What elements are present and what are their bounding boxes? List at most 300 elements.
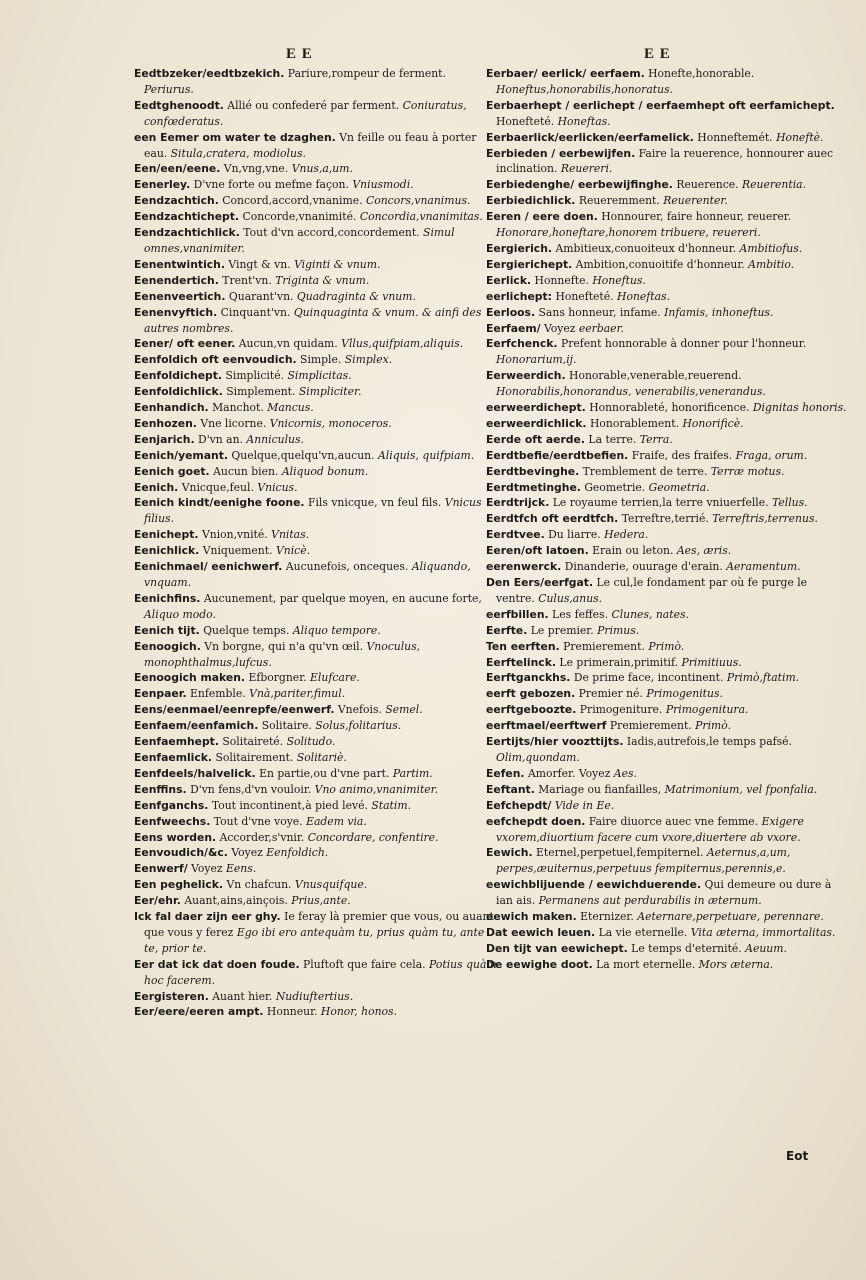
entry-latin: Ambitio. xyxy=(748,257,795,271)
entry-french: Reueremment. xyxy=(578,194,660,208)
dictionary-entry xyxy=(486,495,849,511)
entry-french: Sans honneur, infame. xyxy=(538,305,661,319)
entry-french: Vingt & vn. xyxy=(228,257,291,271)
dictionary-entry xyxy=(486,766,849,782)
entry-french: Honnorableté, honorificence. xyxy=(589,401,750,415)
entry-french: Simple. xyxy=(300,353,342,367)
dictionary-entry xyxy=(486,925,849,941)
dictionary-entry xyxy=(134,400,497,416)
dictionary-entry xyxy=(486,845,849,877)
dictionary-entry xyxy=(134,432,497,448)
entry-french: D'vne forte ou mefme façon. xyxy=(193,178,349,192)
entry-headword: Eedtghenoodt. xyxy=(134,98,224,112)
entry-latin: Culus,anus. xyxy=(538,591,603,605)
entry-latin: Solitudo. xyxy=(286,735,336,749)
entry-headword: Eerdtfch oft eerdtfch. xyxy=(486,512,619,526)
entry-headword: Eendzachtich. xyxy=(134,194,219,208)
entry-latin: Primus. xyxy=(597,623,640,637)
dictionary-entry xyxy=(486,480,849,496)
entry-headword: eewichblijuende / eewichduerende. xyxy=(486,878,702,892)
entry-headword: Eerdtrijck. xyxy=(486,496,550,510)
entry-latin: Honeftas. xyxy=(617,289,671,303)
entry-french: Honneur. xyxy=(266,1005,318,1019)
entry-latin: Ambitiofus. xyxy=(739,241,803,255)
dictionary-entry xyxy=(134,877,497,893)
entry-latin: Fraga, orum. xyxy=(735,448,808,462)
entry-french: Allié ou confederé par ferment. xyxy=(227,98,400,112)
entry-headword: Eens/eenmael/eenrepfe/eenwerf. xyxy=(134,703,335,717)
entry-latin: Honeftas. xyxy=(557,114,611,128)
entry-headword: Eenfoldichlick. xyxy=(134,385,223,399)
dictionary-entry xyxy=(486,686,849,702)
entry-latin: Olim,quondam. xyxy=(496,750,580,764)
entry-headword: Eenenvyftich. xyxy=(134,305,218,319)
entry-french: En partie,ou d'vne part. xyxy=(259,766,390,780)
entry-latin: Vnicus. xyxy=(257,480,298,494)
entry-french: Vne licorne. xyxy=(200,416,267,430)
entry-headword: eerenwerck. xyxy=(486,560,562,574)
entry-french: Quarant'vn. xyxy=(228,289,294,303)
entry-latin: Infamis, inhoneftus. xyxy=(664,305,774,319)
entry-latin: Partim. xyxy=(392,766,433,780)
entry-headword: Eenich/yemant. xyxy=(134,448,228,462)
entry-french: Premier né. xyxy=(578,687,643,701)
dictionary-entry xyxy=(134,448,497,464)
dictionary-entry xyxy=(134,766,497,782)
entry-latin: Triginta & vnum. xyxy=(275,273,370,287)
entry-headword: Eenwerf/ xyxy=(134,862,188,876)
entry-french: Vn chafcun. xyxy=(226,878,292,892)
dictionary-entry xyxy=(486,257,849,273)
entry-french: Honnefte. xyxy=(534,273,589,287)
entry-latin: Honor, honos. xyxy=(320,1005,398,1019)
entry-headword: Eenich. xyxy=(134,480,179,494)
dictionary-entry xyxy=(134,830,497,846)
entry-headword: Een peghelick. xyxy=(134,878,224,892)
entry-latin: Concors,vnanimus. xyxy=(365,194,471,208)
entry-latin: Vnà,pariter,fimul. xyxy=(249,687,346,701)
entry-latin: Vnicornis, monoceros. xyxy=(269,416,392,430)
entry-headword: eerftgeboozte. xyxy=(486,703,577,717)
dictionary-entry xyxy=(134,368,497,384)
dictionary-entry xyxy=(486,877,849,909)
entry-headword: Eefen. xyxy=(486,766,525,780)
dictionary-entry xyxy=(486,177,849,193)
entry-latin: Aliquod bonum. xyxy=(281,464,369,478)
signature-left: E E xyxy=(286,46,313,62)
entry-headword: Eenfdeels/halvelick. xyxy=(134,766,256,780)
entry-french: Vniquement. xyxy=(202,544,273,558)
entry-latin: Honorificè. xyxy=(682,416,744,430)
entry-headword: Eerftelinck. xyxy=(486,655,556,669)
entry-french: Honnourer, faire honneur, reuerer. xyxy=(601,210,792,224)
entry-french: Voyez xyxy=(191,862,223,876)
entry-latin: Matrimonium, vel fponfalia. xyxy=(664,782,818,796)
signature-right: E E xyxy=(644,46,671,62)
dictionary-entry xyxy=(486,734,849,766)
dictionary-entry xyxy=(486,718,849,734)
entry-headword: Eeren / eere doen. xyxy=(486,210,598,224)
dictionary-entry xyxy=(486,400,849,416)
entry-french: Eternizer. xyxy=(580,910,634,924)
entry-headword: Eendzachtichlick. xyxy=(134,226,240,240)
entry-headword: Eerfte. xyxy=(486,623,528,637)
entry-headword: Eerdtvee. xyxy=(486,528,545,542)
entry-french: D'vn fens,d'vn vouloir. xyxy=(190,782,312,796)
entry-latin: Vniusmodi. xyxy=(352,178,414,192)
dictionary-entry xyxy=(134,957,497,989)
entry-latin: Dignitas honoris. xyxy=(752,401,847,415)
entry-french: Erain ou leton. xyxy=(592,544,674,558)
entry-latin: Elufcare. xyxy=(310,671,360,685)
dictionary-entry xyxy=(486,209,849,241)
entry-french: Le primerain,primitif. xyxy=(559,655,679,669)
entry-headword: Eer dat ick dat doen foude. xyxy=(134,957,300,971)
dictionary-entry xyxy=(134,591,497,623)
dictionary-entry xyxy=(134,416,497,432)
dictionary-entry xyxy=(134,861,497,877)
entry-french: Honorablement. xyxy=(589,416,680,430)
entry-latin: Concordia,vnanimitas. xyxy=(359,210,483,224)
entry-french: Manchot. xyxy=(212,401,264,415)
entry-french: Quelque,quelqu'vn,aucun. xyxy=(231,448,375,462)
entry-french: Aucun bien. xyxy=(213,464,279,478)
dictionary-entry xyxy=(486,639,849,655)
entry-headword: Eer/eere/eeren ampt. xyxy=(134,1005,264,1019)
entry-french: Solitaireté. xyxy=(222,735,284,749)
entry-french: Ambition,conuoitife d'honneur. xyxy=(575,257,745,271)
entry-latin: Vllus,quifpiam,aliquis. xyxy=(341,337,464,351)
entry-headword: Eerfaem/ xyxy=(486,321,541,335)
dictionary-entry xyxy=(134,527,497,543)
entry-headword: Eerfchenck. xyxy=(486,337,558,351)
entry-headword: Eenich tijt. xyxy=(134,623,200,637)
entry-french: Tout d'vn accord,concordement. xyxy=(243,226,420,240)
entry-headword: eerftmael/eerftwerf xyxy=(486,719,607,733)
entry-headword: Eerbiedichlick. xyxy=(486,194,576,208)
entry-headword: Dat eewich leuen. xyxy=(486,925,596,939)
entry-latin: Exigere vxorem,diuortium facere cum vxore,diuertere ab vxore. xyxy=(496,814,804,844)
dictionary-entry xyxy=(486,559,849,575)
entry-latin: Aeternus,a,um, perpes,æuiternus,perpetuus fempiternus,perennis,e. xyxy=(496,846,791,876)
left-column xyxy=(134,66,497,1020)
entry-french: Iadis,autrefois,le temps pafsé. xyxy=(626,735,792,749)
entry-headword: Eerlick. xyxy=(486,273,532,287)
entry-french: Amorfer. Voyez xyxy=(527,766,611,780)
dictionary-entry xyxy=(134,623,497,639)
entry-french: Solitaire. xyxy=(261,719,312,733)
entry-french: Ie feray là premier que vous, ou auant que vous y ferez xyxy=(144,910,494,939)
entry-latin: Prius,ante. xyxy=(291,894,351,908)
entry-french: Reuerence. xyxy=(676,178,739,192)
entry-latin: Mors æterna. xyxy=(698,957,774,971)
dictionary-entry xyxy=(486,782,849,798)
entry-french: Accorder,s'vnir. xyxy=(219,830,305,844)
entry-headword: eefchepdt doen. xyxy=(486,814,586,828)
entry-french: Eternel,perpetuel,fempiternel. xyxy=(536,846,704,860)
entry-latin: Aes, æris. xyxy=(676,544,732,558)
entry-french: Vn,vng,vne. xyxy=(223,162,289,176)
entry-french: Vnefois. xyxy=(337,703,382,717)
dictionary-entry xyxy=(134,559,497,591)
entry-french: Le temps d'eternité. xyxy=(631,941,742,955)
dictionary-entry xyxy=(486,798,849,814)
entry-french: Primogeniture. xyxy=(579,703,663,717)
dictionary-entry xyxy=(486,273,849,289)
entry-headword: Eenoogich maken. xyxy=(134,671,246,685)
dictionary-entry xyxy=(134,1004,497,1020)
entry-latin: Vide in Ee. xyxy=(554,798,615,812)
entry-headword: Eener/ oft eener. xyxy=(134,337,236,351)
entry-headword: eewich maken. xyxy=(486,910,577,924)
entry-french: Voyez xyxy=(231,846,263,860)
dictionary-entry xyxy=(134,909,497,957)
dictionary-entry xyxy=(486,623,849,639)
dictionary-entry xyxy=(134,98,497,130)
dictionary-entry xyxy=(134,845,497,861)
entry-headword: Eenichfins. xyxy=(134,591,201,605)
entry-latin: Aliquo modo. xyxy=(144,607,216,621)
page-header xyxy=(0,46,866,66)
entry-headword: Eenfoldichept. xyxy=(134,369,223,383)
entry-french: Le premier. xyxy=(530,623,594,637)
entry-french: Le cul,le fondament par où fe purge le ventre. xyxy=(496,576,808,605)
entry-headword: Eertijts/hier voozttijts. xyxy=(486,735,624,749)
entry-headword: Eerdtmetinghe. xyxy=(486,480,581,494)
entry-latin: Primitiuus. xyxy=(681,655,742,669)
entry-headword: Eenich goet. xyxy=(134,464,210,478)
entry-latin: Vnus,a,um. xyxy=(291,162,353,176)
dictionary-entry xyxy=(134,257,497,273)
entry-french: Qui demeure ou dure à ian ais. xyxy=(496,878,832,908)
dictionary-entry xyxy=(134,718,497,734)
dictionary-entry xyxy=(134,495,497,527)
entry-french: Fils vnicque, vn feul fils. xyxy=(307,496,442,510)
dictionary-entry xyxy=(134,225,497,257)
entry-latin: Aliquo tempore. xyxy=(292,623,381,637)
entry-latin: Tellus. xyxy=(772,496,808,510)
dictionary-entry xyxy=(486,321,849,337)
entry-latin: Vnoculus, monophthalmus,lufcus. xyxy=(144,639,421,669)
entry-latin: eerbaer. xyxy=(578,321,624,335)
entry-french: Ambitieux,conuoiteux d'honneur. xyxy=(555,241,737,255)
dictionary-entry xyxy=(486,957,849,973)
entry-french: Tout d'vne voye. xyxy=(213,814,303,828)
entry-headword: Eerweerdich. xyxy=(486,369,566,383)
dictionary-entry xyxy=(134,670,497,686)
entry-headword: Den Eers/eerfgat. xyxy=(486,576,594,589)
entry-latin: Primogenitus. xyxy=(646,687,723,701)
entry-headword: Eendzachtichept. xyxy=(134,210,240,224)
entry-latin: Aeternare,perpetuare, perennare. xyxy=(637,910,824,924)
entry-headword: Eenichmael/ eenichwerf. xyxy=(134,560,283,574)
dictionary-entry xyxy=(134,702,497,718)
entry-french: Vnicque,feul. xyxy=(181,480,254,494)
entry-headword: Eerbiedenghe/ eerbewijfinghe. xyxy=(486,178,673,192)
entry-headword: Eenfaemhept. xyxy=(134,735,219,749)
entry-french: Aucun,vn quidam. xyxy=(238,337,338,351)
entry-french: Mariage ou fianfailles, xyxy=(538,782,662,796)
entry-headword: eerweerdichlick. xyxy=(486,416,587,430)
entry-headword: Eerdtbevinghe. xyxy=(486,464,580,478)
dictionary-entry xyxy=(486,543,849,559)
entry-headword: Eerbaerlick/eerlicken/eerfamelick. xyxy=(486,130,694,144)
catchword: Eot xyxy=(786,1149,809,1163)
entry-latin: Eadem via. xyxy=(306,814,367,828)
entry-french: Honneftemét. xyxy=(697,130,773,144)
entry-latin: Anniculus. xyxy=(246,432,304,446)
entry-headword: Den tijt van eewichept. xyxy=(486,941,628,955)
entry-latin: Simul omnes,vnanimiter. xyxy=(144,226,455,255)
entry-latin: Viginti & vnum. xyxy=(294,257,381,271)
entry-french: Auant hier. xyxy=(212,989,273,1003)
entry-headword: Eerbaerhept / eerlichept / eerfaemhept oft eerfamichept. xyxy=(486,98,835,112)
entry-latin: Aeramentum. xyxy=(726,560,801,574)
dictionary-entry xyxy=(486,193,849,209)
entry-latin: Geometria. xyxy=(648,480,710,494)
entry-french: Simplicité. xyxy=(225,369,285,383)
dictionary-entry xyxy=(134,193,497,209)
dictionary-entry xyxy=(134,352,497,368)
entry-headword: Een/een/eene. xyxy=(134,162,221,176)
dictionary-entry xyxy=(486,511,849,527)
dictionary-entry xyxy=(486,702,849,718)
entry-headword: Eenvoudich/&c. xyxy=(134,846,228,860)
entry-latin: Periurus. xyxy=(144,82,194,96)
entry-french: Aucunefois, onceques. xyxy=(285,560,409,574)
entry-latin: Concordare, confentire. xyxy=(307,830,439,844)
entry-headword: een Eemer om water te dzaghen. xyxy=(134,130,336,144)
entry-headword: eerlichept: xyxy=(486,289,552,303)
entry-french: Fraife, des fraifes. xyxy=(631,448,733,462)
entry-latin: Permanens aut perdurabilis in æternum. xyxy=(538,894,762,908)
dictionary-entry xyxy=(134,289,497,305)
entry-french: Pariure,rompeur de ferment. xyxy=(287,67,446,80)
dictionary-entry xyxy=(486,432,849,448)
entry-latin: Vnicus filius. xyxy=(144,496,482,526)
entry-latin: Nudiuftertius. xyxy=(275,989,354,1003)
entry-latin: Vnusquifque. xyxy=(294,878,368,892)
entry-french: La mort eternelle. xyxy=(596,957,696,971)
entry-french: Voyez xyxy=(543,321,576,335)
entry-headword: Eenerley. xyxy=(134,178,191,192)
entry-french: Faire diuorce auec vne femme. xyxy=(588,814,759,828)
entry-french: Faire la reuerence, honnourer auec inclination. xyxy=(496,146,834,176)
entry-headword: Eenhozen. xyxy=(134,416,197,430)
entry-french: Tremblement de terre. xyxy=(582,464,708,478)
dictionary-entry xyxy=(134,543,497,559)
entry-headword: Eerbaer/ eerlick/ eerfaem. xyxy=(486,67,645,80)
entry-headword: Ick fal daer zijn eer ghy. xyxy=(134,910,281,924)
entry-headword: Eewich. xyxy=(486,846,533,860)
entry-headword: Eenich kindt/eenighe foone. xyxy=(134,496,305,510)
entry-latin: Terræ motus. xyxy=(710,464,785,478)
entry-french: Quelque temps. xyxy=(203,623,290,637)
entry-headword: Eergisteren. xyxy=(134,989,209,1003)
entry-latin: Coniuratus, confœderatus. xyxy=(144,98,467,128)
entry-french: Pluftoft que faire cela. xyxy=(303,957,426,971)
entry-headword: Eerdtbefie/eerdtbefien. xyxy=(486,448,629,462)
entry-latin: Reuerenter. xyxy=(663,194,728,208)
entry-latin: Primò. xyxy=(648,639,685,653)
entry-latin: Honeftus. xyxy=(592,273,646,287)
entry-latin: Honeftè. xyxy=(776,130,824,144)
entry-latin: Aliquis, quifpiam. xyxy=(377,448,475,462)
entry-latin: Statim. xyxy=(371,798,412,812)
dictionary-entry xyxy=(486,289,849,305)
entry-french: Honefteté. xyxy=(555,289,614,303)
entry-latin: Quadraginta & vnum. xyxy=(296,289,416,303)
entry-headword: Eeftant. xyxy=(486,782,535,796)
entry-headword: Ten eerften. xyxy=(486,639,560,653)
entry-headword: Eenfweechs. xyxy=(134,814,211,828)
dictionary-entry xyxy=(134,782,497,798)
entry-french: De prime face, incontinent. xyxy=(573,671,724,685)
entry-headword: Eenfaemlick. xyxy=(134,750,213,764)
dictionary-entry xyxy=(486,464,849,480)
dictionary-entry xyxy=(486,655,849,671)
dictionary-entry xyxy=(486,305,849,321)
entry-latin: Eens. xyxy=(226,862,257,876)
entry-latin: Simplicitas. xyxy=(287,369,352,383)
entry-latin: Reuereri. xyxy=(560,162,613,176)
dictionary-entry xyxy=(134,989,497,1005)
entry-headword: Eenichlick. xyxy=(134,544,200,558)
entry-headword: De eewighe doot. xyxy=(486,957,593,971)
entry-latin: Aes. xyxy=(613,766,637,780)
dictionary-entry xyxy=(486,130,849,146)
dictionary-entry xyxy=(486,368,849,400)
entry-latin: Aeuum. xyxy=(745,941,787,955)
dictionary-entry xyxy=(134,750,497,766)
entry-headword: eerft gebozen. xyxy=(486,687,576,701)
dictionary-entry xyxy=(134,305,497,337)
entry-french: Premierement. xyxy=(563,639,645,653)
entry-latin: Semel. xyxy=(385,703,423,717)
entry-latin: Vnicè. xyxy=(275,544,311,558)
entry-french: Solitairement. xyxy=(215,750,294,764)
entry-latin: Honorare,honeftare,honorem tribuere, reuereri. xyxy=(496,226,761,240)
entry-headword: Eedtbzeker/eedtbzekich. xyxy=(134,67,285,80)
entry-french: La vie eternelle. xyxy=(598,925,688,939)
entry-latin: Situla,cratera, modiolus. xyxy=(170,146,306,160)
dictionary-entry xyxy=(134,686,497,702)
dictionary-entry xyxy=(486,670,849,686)
entry-french: Vn borgne, qui n'a qu'vn œil. xyxy=(204,639,364,653)
entry-french: Aucunement, par quelque moyen, en aucune forte, xyxy=(203,591,482,605)
entry-french: Le royaume terrien,la terre vniuerfelle. xyxy=(552,496,769,510)
dictionary-entry xyxy=(134,273,497,289)
dictionary-entry xyxy=(486,814,849,846)
entry-french: Tout incontinent,à pied levé. xyxy=(211,798,368,812)
entry-headword: Eergierichept. xyxy=(486,257,573,271)
dictionary-entry xyxy=(134,209,497,225)
dictionary-entry xyxy=(134,336,497,352)
entry-headword: Eenjarich. xyxy=(134,432,195,446)
entry-latin: Primò. xyxy=(695,719,732,733)
entry-french: Enfemble. xyxy=(190,687,246,701)
entry-latin: Quinquaginta & vnum. & ainfi des autres nombres. xyxy=(144,305,482,335)
entry-french: Cinquant'vn. xyxy=(220,305,291,319)
entry-french: Honefte,honorable. xyxy=(648,67,755,80)
dictionary-entry xyxy=(486,941,849,957)
entry-latin: Reuerentia. xyxy=(742,178,807,192)
entry-latin: Mancus. xyxy=(267,401,314,415)
entry-latin: Honorarium,ij. xyxy=(496,353,577,367)
entry-latin: Potius quàm hoc facerem. xyxy=(144,957,497,987)
entry-headword: eerfbillen. xyxy=(486,607,549,621)
dictionary-entry xyxy=(134,177,497,193)
